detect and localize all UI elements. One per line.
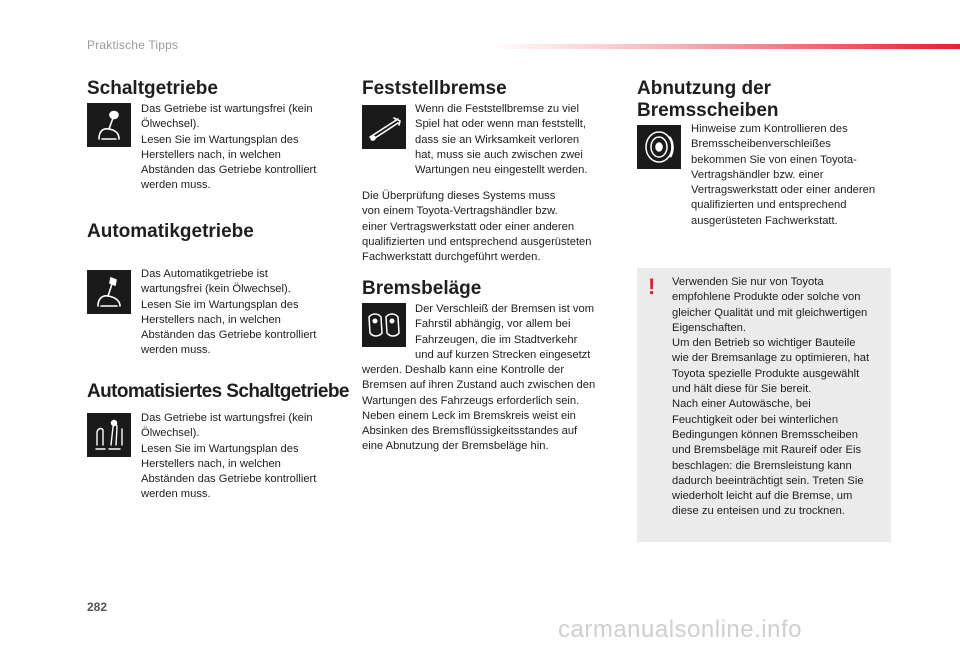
text-line: wiederholt leicht auf die Bremse, um xyxy=(672,490,853,503)
text-line: beschlagen: die Bremsleistung kann xyxy=(672,459,852,472)
heading-feststellbremse: Feststellbremse xyxy=(362,78,507,99)
heading-automatikgetriebe: Automatikgetriebe xyxy=(87,221,254,242)
text-line: Nach einer Autowäsche, bei xyxy=(672,398,811,411)
text-line: Bremsen auf ihren Zustand auch zwischen den xyxy=(362,379,596,392)
automated-gearbox-icon xyxy=(87,413,131,457)
text-line: dass sie an Wirksamkeit verloren xyxy=(415,133,580,146)
parking-brake-lever-icon xyxy=(362,105,406,149)
text-line: hat, muss sie auch zwischen zwei xyxy=(415,148,583,161)
text-line: Lesen Sie im Wartungsplan des xyxy=(141,442,299,455)
text-automatikgetriebe xyxy=(141,267,341,359)
text-line: Das Getriebe ist wartungsfrei (kein xyxy=(141,412,313,424)
text-line: Bedingungen können Bremsscheiben xyxy=(672,428,858,441)
heading-bremsbelaege: Bremsbeläge xyxy=(362,278,482,299)
text-line: Eigenschaften. xyxy=(672,321,747,334)
text-line: eine Abnutzung der Bremsbeläge hin. xyxy=(362,440,549,453)
heading-line: Bremsscheiben xyxy=(637,100,779,121)
text-line: Das Getriebe ist wartungsfrei (kein xyxy=(141,103,313,115)
text-line: Fachwerkstatt durchgeführt werden. xyxy=(362,251,541,264)
header-accent-bar xyxy=(490,44,960,49)
text-bremsscheiben xyxy=(691,122,891,229)
text-bremsbelaege-extra xyxy=(362,363,624,455)
text-line: Bremsscheibenverschleißes xyxy=(691,138,831,151)
text-warning xyxy=(672,275,887,520)
text-line: wie der Bremsanlage zu optimieren, hat xyxy=(672,352,870,365)
text-line: werden. Deshalb kann eine Kontrolle der xyxy=(362,364,565,376)
manual-gear-lever-icon xyxy=(87,103,131,147)
text-line: Vertragswerkstatt oder einer anderen xyxy=(691,184,876,197)
text-line: Wenn die Feststellbremse zu viel xyxy=(415,103,579,115)
text-line: einer Vertragswerkstatt oder einer anderen xyxy=(362,220,575,233)
text-line: von einem Toyota-Vertragshändler bzw. xyxy=(362,205,558,218)
text-line: Verwenden Sie nur von Toyota xyxy=(672,276,824,288)
text-line: und auf kurzen Strecken eingesetzt xyxy=(415,348,591,361)
text-line: Vertragshändler bzw. einer xyxy=(691,168,824,181)
text-line: Ölwechsel). xyxy=(141,427,200,440)
heading-bremsscheiben xyxy=(637,78,779,122)
heading-line: Abnutzung der xyxy=(637,78,772,99)
text-line: werden muss. xyxy=(141,488,211,501)
text-line: Absinken des Bremsflüssigkeitsstandes auf xyxy=(362,425,578,438)
warning-exclamation-icon: ! xyxy=(648,274,656,299)
text-line: Ölwechsel). xyxy=(141,118,200,131)
text-line: Hinweise zum Kontrollieren des xyxy=(691,123,848,135)
text-line: Feuchtigkeit oder bei winterlichen xyxy=(672,413,839,426)
text-line: qualifizierten und entsprechend ausgerüsteten xyxy=(362,235,592,248)
text-line: Das Automatikgetriebe ist xyxy=(141,268,268,280)
page-number: 282 xyxy=(87,600,108,614)
text-line: Abständen das Getriebe kontrolliert xyxy=(141,164,317,177)
text-line: empfohlene Produkte oder solche von xyxy=(672,291,861,304)
text-line: und Bremsbeläge mit Raureif oder Eis xyxy=(672,444,862,457)
heading-automatisiertes-schaltgetriebe: Automatisiertes Schaltgetriebe xyxy=(87,381,349,402)
text-line: Herstellers nach, in welchen xyxy=(141,457,281,470)
text-line: Der Verschleiß der Bremsen ist vom xyxy=(415,303,595,315)
text-line: werden muss. xyxy=(141,179,211,192)
text-line: Herstellers nach, in welchen xyxy=(141,313,281,326)
text-line: Abständen das Getriebe kontrolliert xyxy=(141,473,317,486)
text-schaltgetriebe xyxy=(141,102,341,194)
text-line: Spiel hat oder wenn man feststellt, xyxy=(415,118,587,131)
brake-disc-icon xyxy=(637,125,681,169)
text-line: Neben einem Leck im Bremskreis weist ein xyxy=(362,409,576,422)
watermark: carmanualsonline.info xyxy=(558,616,802,643)
text-feststellbremse xyxy=(415,102,615,178)
text-line: diese zu enteisen und zu trocknen. xyxy=(672,505,845,518)
section-header: Praktische Tipps xyxy=(87,38,179,52)
text-line: gleicher Qualität und mit gleichwertigen xyxy=(672,306,868,319)
text-feststellbremse-extra xyxy=(362,189,622,265)
brake-pads-icon xyxy=(362,303,406,347)
text-line: Lesen Sie im Wartungsplan des xyxy=(141,298,299,311)
text-line: Wartungen neu eingestellt werden. xyxy=(415,164,588,177)
text-line: wartungsfrei (kein Ölwechsel). xyxy=(141,283,291,296)
automatic-gear-lever-icon xyxy=(87,270,131,314)
text-bremsbelaege xyxy=(415,302,625,363)
text-line: Um den Betrieb so wichtiger Bauteile xyxy=(672,337,856,350)
heading-schaltgetriebe: Schaltgetriebe xyxy=(87,78,218,99)
text-line: dadurch beeinträchtigt sein. Treten Sie xyxy=(672,474,864,487)
text-line: qualifizierten und entsprechend xyxy=(691,199,847,212)
text-line: Die Überprüfung dieses Systems muss xyxy=(362,190,556,202)
text-line: Fahrzeugen, die im Stadtverkehr xyxy=(415,333,578,346)
text-line: bekommen Sie von einen Toyota- xyxy=(691,153,857,166)
text-line: und hält diese für Sie bereit. xyxy=(672,383,812,396)
text-automatisiertes xyxy=(141,411,341,503)
text-line: Abständen das Getriebe kontrolliert xyxy=(141,329,317,342)
text-line: Toyota spezielle Produkte ausgewählt xyxy=(672,367,860,380)
text-line: werden muss. xyxy=(141,344,211,357)
text-line: Lesen Sie im Wartungsplan des xyxy=(141,133,299,146)
text-line: Wartungen des Fahrzeugs erforderlich sein. xyxy=(362,394,580,407)
text-line: Herstellers nach, in welchen xyxy=(141,148,281,161)
text-line: Fahrstil abhängig, vor allem bei xyxy=(415,318,571,331)
text-line: ausgerüsteten Fachwerkstatt. xyxy=(691,214,838,227)
